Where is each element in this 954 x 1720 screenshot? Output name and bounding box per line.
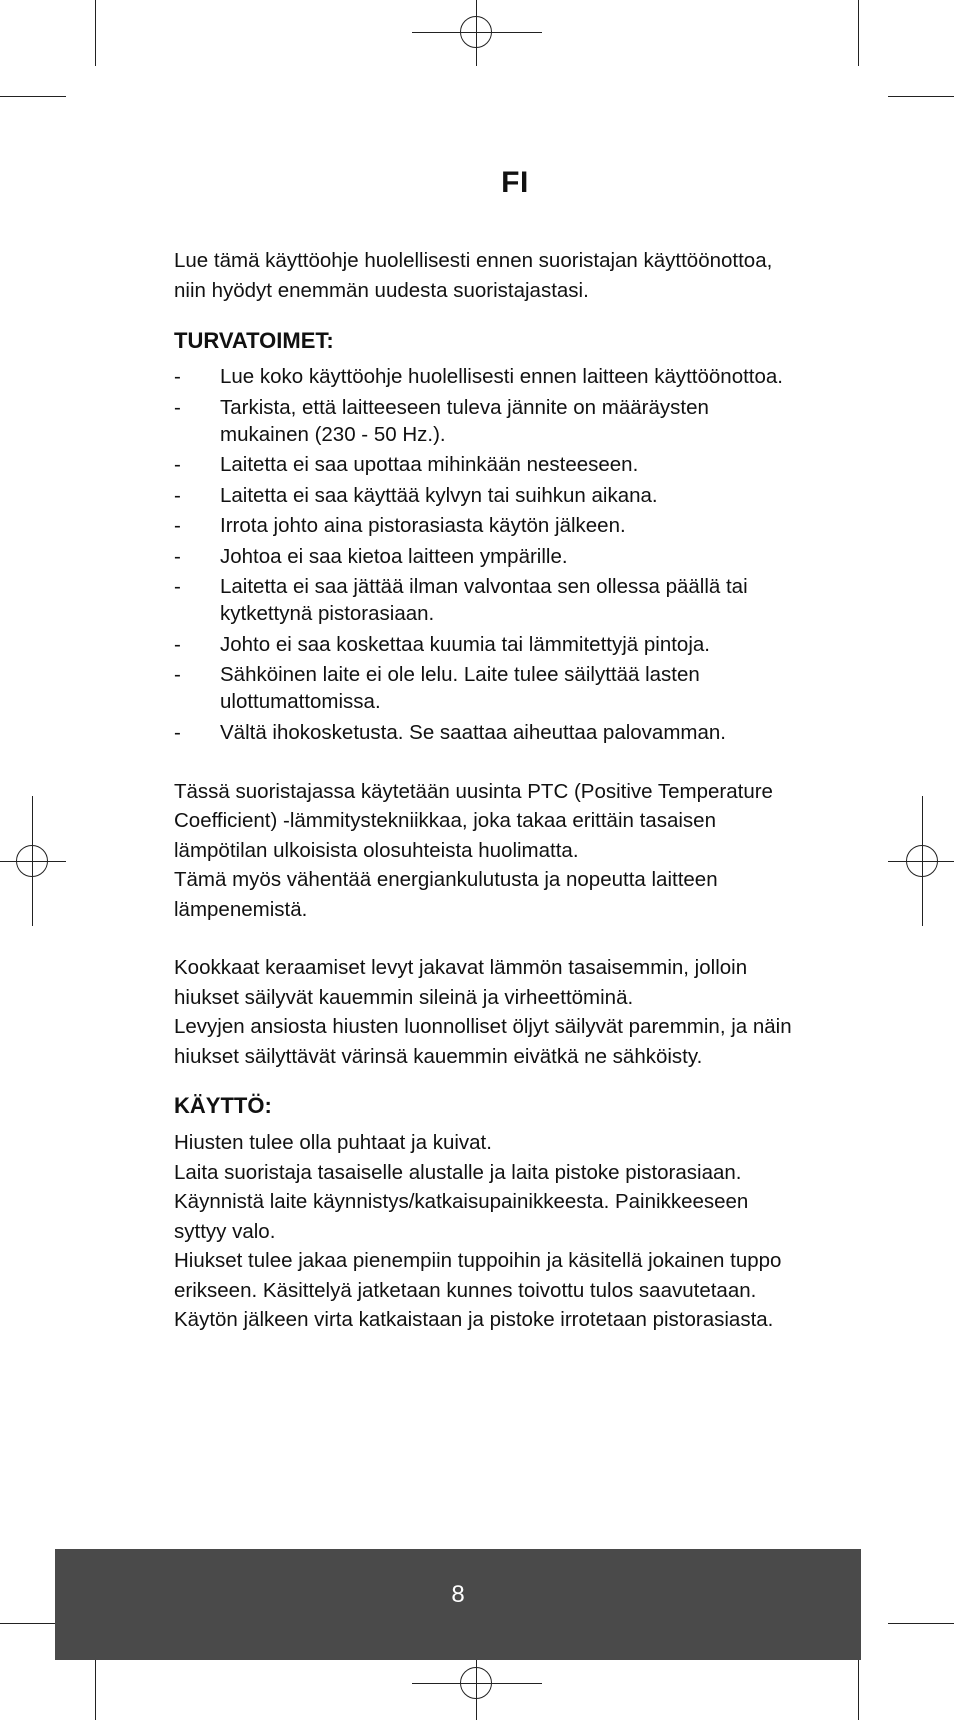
crop-mark: [858, 1654, 859, 1720]
manual-content: [174, 246, 794, 1335]
usage-line: Hiusten tulee olla puhtaat ja kuivat.: [174, 1131, 492, 1154]
usage-line: Laita suoristaja tasaiselle alustalle ja laita pistoke pistorasiaan.: [174, 1160, 742, 1184]
safety-list: [174, 363, 794, 746]
list-item: - Irrota johto aina pistorasiasta käytön jälkeen.: [174, 514, 626, 537]
list-item: - Laitetta ei saa jättää ilman valvontaa sen ollessa päällä tai kytkettynä pistorasiaan.: [174, 575, 748, 625]
plates-paragraph: Kookkaat keraamiset levyt jakavat lämmön tasaisemmin, jolloin hiukset säilyvät kauemmin sileinä ja virheettöminä.: [174, 956, 748, 1009]
language-code: FI: [501, 166, 529, 199]
list-item: - Laitetta ei saa käyttää kylvyn tai suihkun aikana.: [174, 483, 658, 507]
usage-line: Hiukset tulee jakaa pienempiin tuppoihin ja käsitellä jokainen tuppo erikseen. Käsittelyä jatketaan kunnes toivottu tulos saavutetaan.: [174, 1249, 782, 1302]
list-item: - Vältä ihokosketusta. Se saattaa aiheuttaa palovamman.: [174, 720, 726, 744]
usage-line: Käynnistä laite käynnistys/katkaisupainikkeesta. Painikkeeseen syttyy valo.: [174, 1190, 749, 1243]
ptc-paragraph: Tässä suoristajassa käytetään uusinta PTC (Positive Temperature Coefficient) -lämmitystekniikkaa, joka takaa erittäin tasaisen lämpötilan ulkoisista olosuhteista huolimatta.: [174, 779, 773, 862]
plates-paragraph-oils: Levyjen ansiosta hiusten luonnolliset öljyt säilyvät paremmin, ja näin hiukset säilyttävät värinsä kauemmin eivätkä ne sähköisty.: [174, 1015, 792, 1068]
page-number: 8: [451, 1581, 465, 1608]
intro-paragraph: Lue tämä käyttöohje huolellisesti ennen suoristajan käyttöönottoa, niin hyödyt enemmän uudesta suoristajastasi.: [174, 249, 773, 302]
ptc-paragraph-energy: Tämä myös vähentää energiankulutusta ja nopeutta laitteen lämpenemistä.: [174, 868, 718, 921]
list-item: - Tarkista, että laitteeseen tuleva jännite on määräysten mukainen (230 - 50 Hz.).: [174, 395, 709, 446]
list-item: - Johtoa ei saa kietoa laitteen ympärille.: [174, 544, 568, 568]
safety-heading: TURVATOIMET:: [174, 328, 334, 353]
list-item: - Johto ei saa koskettaa kuumia tai lämmitettyjä pintoja.: [174, 632, 710, 656]
list-item: - Lue koko käyttöohje huolellisesti ennen laitteen käyttöönottoa.: [174, 365, 783, 388]
crop-mark: [888, 96, 954, 97]
list-item: - Laitetta ei saa upottaa mihinkään nesteeseen.: [174, 453, 639, 476]
crop-mark: [858, 0, 859, 66]
page-footer: [55, 1549, 861, 1660]
crop-mark: [95, 0, 96, 66]
usage-heading: KÄYTTÖ:: [174, 1093, 272, 1118]
crop-mark: [95, 1654, 96, 1720]
crop-mark: [0, 96, 66, 97]
list-item: - Sähköinen laite ei ole lelu. Laite tulee säilyttää lasten ulottumattomissa.: [174, 663, 700, 713]
crop-mark: [888, 1623, 954, 1624]
usage-line: Käytön jälkeen virta katkaistaan ja pistoke irrotetaan pistorasiasta.: [174, 1308, 774, 1331]
